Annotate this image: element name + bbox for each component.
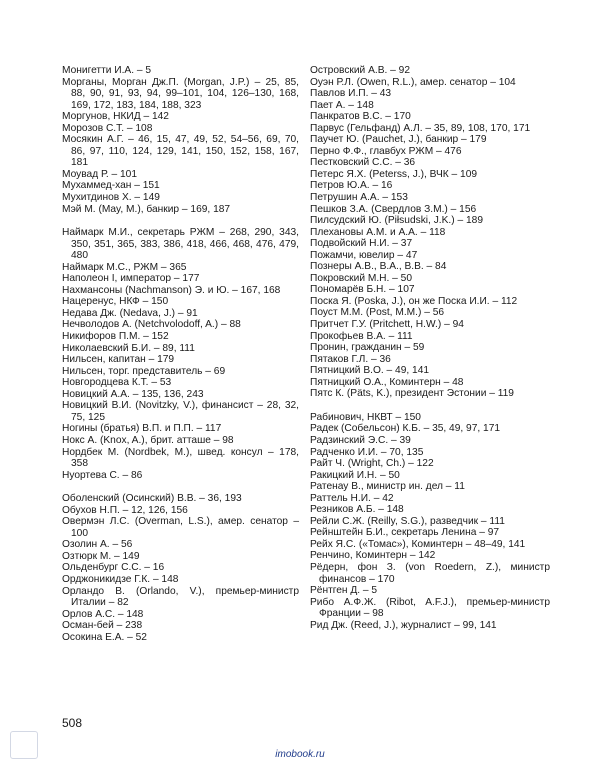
index-entry: Озолин А. – 56 <box>62 539 133 551</box>
watermark-logo-icon <box>10 731 38 759</box>
entry-group <box>62 227 299 481</box>
index-entry: Недава Дж. (Nedava, J.) – 91 <box>62 307 198 319</box>
group-gap <box>310 400 550 412</box>
index-entry: Пономарёв Б.Н. – 107 <box>310 284 415 296</box>
index-entry: Нильсен, капитан – 179 <box>62 354 175 366</box>
index-entry: Орландо В. (Orlando, V.), премьер-министр Италии – 82 <box>62 585 299 609</box>
group-gap <box>62 481 299 493</box>
index-entry: Рибо А.Ф.Ж. (Ribot, A.F.J.), премьер-министр Франции – 98 <box>310 596 550 620</box>
index-entry: Рейнштейн Б.И., секретарь Ленина – 97 <box>310 527 500 539</box>
index-entry: Новицкий В.И. (Novitzky, V.), финансист – 28, 32, 75, 125 <box>62 400 299 423</box>
index-entry: Морозов С.Т. – 108 <box>62 122 153 134</box>
index-entry: Панкратов В.С. – 170 <box>310 111 411 123</box>
index-entry: Орлов А.С. – 148 <box>62 608 144 620</box>
index-entry: Пилсудский Ю. (Piłsudski, J.K.) – 189 <box>310 215 483 227</box>
index-entry: Нахмансоны (Nachmanson) Э. и Ю. – 167, 168 <box>62 284 281 296</box>
index-entry: Моргунов, НКИД – 142 <box>62 111 169 123</box>
index-entry: Пронин, гражданин – 59 <box>310 342 425 354</box>
index-entry: Нуортева С. – 86 <box>62 469 143 481</box>
index-entry: Рейх Я.С. («Томас»), Коминтерн – 48–49, 141 <box>310 538 526 550</box>
index-entry: Ренчино, Коминтерн – 142 <box>310 550 436 562</box>
index-entry: Мухитдинов Х. – 149 <box>62 192 160 204</box>
index-entry: Моувад Р. – 101 <box>62 168 138 180</box>
index-entry: Рабинович, НКВТ – 150 <box>310 411 421 423</box>
entry-group <box>310 65 550 400</box>
index-entry: Познеры А.В., В.А., В.В. – 84 <box>310 261 447 273</box>
index-entry: Новицкий А.А. – 135, 136, 243 <box>62 388 204 400</box>
index-entry: Овермэн Л.С. (Overman, L.S.), амер. сенатор – 100 <box>62 516 299 539</box>
index-entry: Нильсен, торг. представитель – 69 <box>62 365 226 377</box>
index-entry: Пятаков Г.Л. – 36 <box>310 353 391 365</box>
entry-group <box>62 65 299 215</box>
index-entry: Ратенау В., министр ин. дел – 11 <box>310 481 465 493</box>
index-entry: Прокофьев В.А. – 111 <box>310 330 413 342</box>
index-entry: Монигетти И.А. – 5 <box>62 65 152 76</box>
index-entry: Ногины (братья) В.П. и П.П. – 117 <box>62 423 222 435</box>
index-entry: Раттель Н.И. – 42 <box>310 492 394 504</box>
footer-link[interactable]: imobook.ru <box>275 749 325 760</box>
index-entry: Плехановы А.М. и А.А. – 118 <box>310 226 446 238</box>
index-entry: Оболенский (Осинский) В.В. – 36, 193 <box>62 493 242 505</box>
index-entry: Петрушин А.А. – 153 <box>310 192 408 204</box>
index-column-left <box>62 65 299 643</box>
index-entry: Наймарк М.С., РЖМ – 365 <box>62 261 187 273</box>
index-entry: Петерс Я.Х. (Peterss, J.), ВЧК – 109 <box>310 168 478 180</box>
index-entry: Нечволодов А. (Netchvolodoff, A.) – 88 <box>62 319 241 331</box>
index-entry: Рид Дж. (Reed, J.), журналист – 99, 141 <box>310 619 497 631</box>
index-entry: Обухов Н.П. – 12, 126, 156 <box>62 504 188 516</box>
index-entry: Пожамчи, ювелир – 47 <box>310 249 418 261</box>
index-entry: Ракицкий И.Н. – 50 <box>310 469 400 481</box>
index-entry: Поуст М.М. (Post, M.M.) – 56 <box>310 307 445 319</box>
index-entry: Пятс К. (Päts, K.), президент Эстонии – 119 <box>310 388 514 400</box>
page-number: 508 <box>62 716 83 730</box>
index-entry: Мэй М. (May, M.), банкир – 169, 187 <box>62 203 231 215</box>
index-entry: Нордбек М. (Nordbek, M.), швед. консул – 178, 358 <box>62 446 299 470</box>
index-entry: Подвойский Н.И. – 37 <box>310 238 413 250</box>
index-entry: Резников А.Б. – 148 <box>310 504 404 516</box>
index-entry: Парвус (Гельфанд) А.Л. – 35, 89, 108, 170, 171 <box>310 122 531 134</box>
index-entry: Пестковский С.С. – 36 <box>310 157 416 169</box>
index-entry: Пает А. – 148 <box>310 99 374 111</box>
index-entry: Рёнтген Д. – 5 <box>310 585 378 597</box>
index-entry: Перно Ф.Ф., главбух РЖМ – 476 <box>310 145 462 157</box>
index-entry: Пятницкий О.А., Коминтерн – 48 <box>310 376 464 388</box>
index-entry: Наполеон I, император – 177 <box>62 273 200 285</box>
index-entry: Паучет Ю. (Pauchet, J.), банкир – 179 <box>310 134 487 146</box>
index-entry: Рейли С.Ж. (Reilly, S.G.), разведчик – 111 <box>310 515 505 527</box>
index-entry: Пятницкий В.О. – 49, 141 <box>310 365 430 377</box>
index-entry: Нацеренус, НКФ – 150 <box>62 296 169 308</box>
index-column-right <box>310 65 550 631</box>
index-entry: Наймарк М.И., секретарь РЖМ – 268, 290, 343, 350, 351, 365, 383, 386, 418, 466, 468, 476, 479, 480 <box>62 227 299 262</box>
index-entry: Оуэн Р.Л. (Owen, R.L.), амер. сенатор – 104 <box>310 76 516 88</box>
index-entry: Осман-бей – 238 <box>62 620 143 632</box>
index-entry: Морганы, Морган Дж.П. (Morgan, J.P.) – 25, 85, 88, 90, 91, 93, 94, 99–101, 104, 126–130, 168, 169, 172, 183, 184, 188, 323 <box>62 76 299 111</box>
index-entry: Николаевский Б.И. – 89, 111 <box>62 342 195 354</box>
index-entry: Радзинский Э.С. – 39 <box>310 434 411 446</box>
index-entry: Поска Я. (Poska, J.), он же Поска И.И. – 112 <box>310 295 518 307</box>
index-entry: Ольденбург С.С. – 16 <box>62 562 165 574</box>
entry-group <box>62 493 299 643</box>
index-entry: Петров Ю.А. – 16 <box>310 180 393 192</box>
index-entry: Никифоров П.М. – 152 <box>62 331 169 343</box>
index-entry: Мухаммед-хан – 151 <box>62 180 160 192</box>
index-entry: Притчет Г.У. (Pritchett, H.W.) – 94 <box>310 319 464 331</box>
index-entry: Радченко И.И. – 70, 135 <box>310 446 424 458</box>
index-entry: Островский А.В. – 92 <box>310 65 410 76</box>
index-entry: Орджоникидзе Г.К. – 148 <box>62 573 179 585</box>
index-entry: Райт Ч. (Wright, Ch.) – 122 <box>310 458 434 470</box>
index-entry: Павлов И.П. – 43 <box>310 88 392 100</box>
group-gap <box>62 215 299 227</box>
index-entry: Нокс А. (Knox, A.), брит. атташе – 98 <box>62 434 234 446</box>
index-entry: Радек (Собельсон) К.Б. – 35, 49, 97, 171 <box>310 423 501 435</box>
index-entry: Мосякин А.Г. – 46, 15, 47, 49, 52, 54–56, 69, 70, 86, 97, 110, 124, 129, 141, 150, 152, 158, 167, 181 <box>62 134 299 169</box>
entry-group <box>310 412 550 631</box>
index-entry: Новгородцева К.Т. – 53 <box>62 377 172 389</box>
index-entry: Озтюрк М. – 149 <box>62 550 140 562</box>
index-entry: Покровский М.Н. – 50 <box>310 272 412 284</box>
index-entry: Рёдерн, фон З. (von Roedern, Z.), министр финансов – 170 <box>310 561 550 585</box>
index-entry: Пешков З.А. (Свердлов З.М.) – 156 <box>310 203 477 215</box>
index-entry: Осокина Е.А. – 52 <box>62 631 147 643</box>
